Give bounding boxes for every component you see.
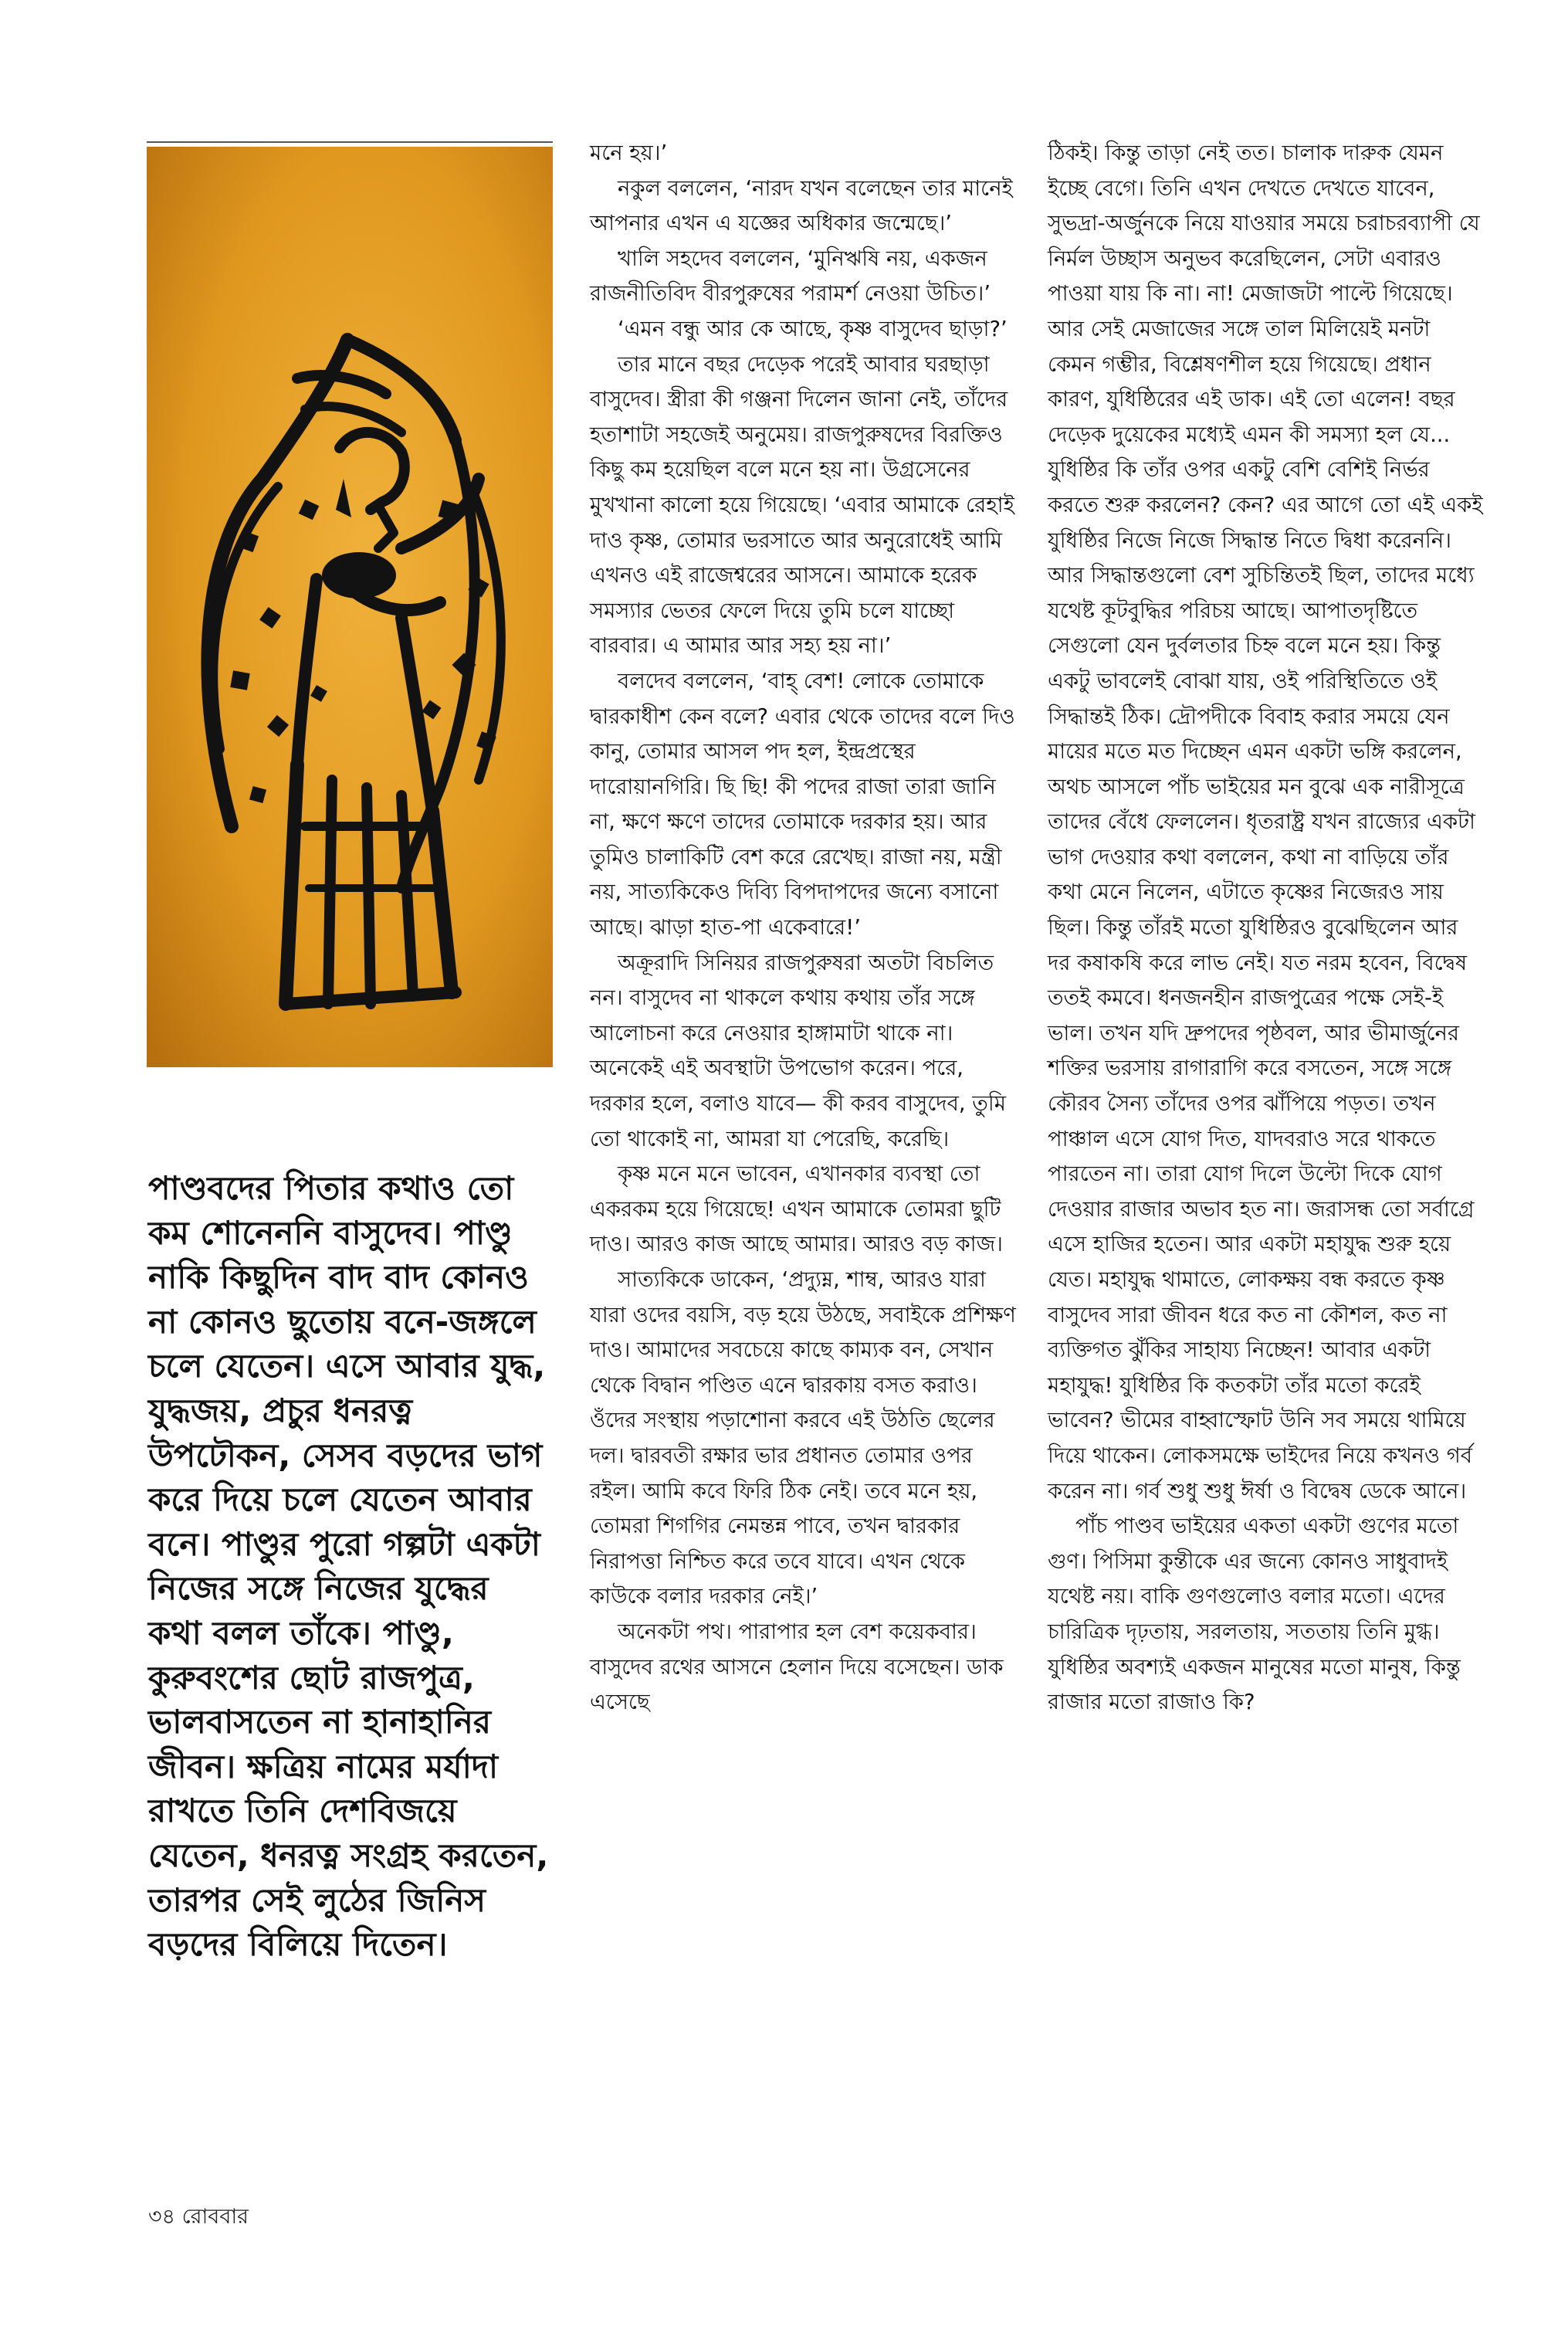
folk-art-figure-image [147, 147, 553, 1067]
pull-quote-line: কথা বলল তাঁকে। পাণ্ডু, [148, 1613, 454, 1652]
paragraph: ‘এমন বন্ধু আর কে আছে, কৃষ্ণ বাসুদেব ছাড়া?’ [618, 317, 1008, 341]
pull-quote-line: জীবন। ক্ষত্রিয় নামের মর্যাদা [148, 1747, 499, 1785]
pull-quote-line: পাণ্ডবদের পিতার কথাও তো [148, 1169, 514, 1207]
page-footer-folio: ৩৪ রোববার [148, 2205, 249, 2229]
illustration-woman-with-veil [147, 147, 553, 1067]
paragraph: নকুল বললেন, ‘নারদ যখন বলেছেন তার মানেই আপনার এখন এ যজ্ঞের অধিকার জন্মেছে।’ [590, 176, 1013, 236]
paragraph: মনে হয়।’ [590, 141, 668, 165]
pull-quote-line: করে দিয়ে চলে যেতেন আবার [148, 1480, 532, 1519]
article-column-1 [590, 136, 1022, 1721]
pull-quote-line: বনে। পাণ্ডুর পুরো গল্পটা একটা [148, 1524, 540, 1563]
pull-quote-line: যেতেন, ধনরত্ন সংগ্রহ করতেন, [148, 1836, 549, 1874]
paragraph: অনেকটা পথ। পারাপার হল বেশ কয়েকবার। বাসুদেব রথের আসনে হেলান দিয়ে বসেছেন। ডাক এসেছে [590, 1619, 1004, 1715]
pull-quote [148, 1166, 565, 1967]
paragraph: তার মানে বছর দেড়েক পরেই আবার ঘরছাড়া বাসুদেব। স্ত্রীরা কী গঞ্জনা দিলেন জানা নেই, তাঁদের হতাশাটা সহজেই অনুমেয়। রাজপুরুষদের বিরক্তিও কিছু কম হয়েছিল বলে মনে হয় না। উগ্রসেনের মুখখানা কালো হয়ে গিয়েছে। ‘এবার আমাকে রেহাই দাও কৃষ্ণ, তোমার ভরসাতে আর অনুরোধেই আমি এখনও এই রাজেশ্বরের আসনে। আমাকে হরেক সমস্যার ভেতর ফেলে দিয়ে তুমি চলে যাচ্ছো বারবার। এ আমার আর সহ্য হয় না।’ [590, 352, 1014, 659]
paragraph: সাত্যকিকে ডাকেন, ‘প্রদ্যুম্ন, শাম্ব, আরও যারা যারা ওদের বয়সি, বড় হয়ে উঠছে, সবাইকে প্রশিক্ষণ দাও। আমাদের সবচেয়ে কাছে কাম্যক বন, সেখান থেকে বিদ্বান পণ্ডিত এনে দ্বারকায় বসত করাও। ওঁদের সংস্থায় পড়াশোনা করবে এই উঠতি ছেলের দল। দ্বারবতী রক্ষার ভার প্রধানত তোমার ওপর রইল। আমি কবে ফিরি ঠিক নেই। তবে মনে হয়, তোমরা শিগগির নেমন্তন্ন পাবে, তখন দ্বারকার নিরাপত্তা নিশ্চিত করে তবে যাবে। এখন থেকে কাউকে বলার দরকার নেই।’ [590, 1268, 1016, 1609]
pull-quote-line: না কোনও ছুতোয় বনে-জঙ্গলে [148, 1302, 537, 1341]
article-column-2 [1048, 136, 1484, 1721]
paragraph: বলদেব বললেন, ‘বাহ্ বেশ! লোকে তোমাকে দ্বারকাধীশ কেন বলে? এবার থেকে তাদের বলে দিও কানু, তোমার আসল পদ হল, ইন্দ্রপ্রস্থের দারোয়ানগিরি। ছি ছি! কী পদের রাজা তারা জানি না, ক্ষণে ক্ষণে তাদের তোমাকে দরকার হয়। আর তুমিও চালাকিটি বেশ করে রেখেছ। রাজা নয়, মন্ত্রী নয়, সাত্যকিকেও দিব্যি বিপদাপদের জন্যে বসানো আছে। ঝাড়া হাত-পা একেবারে!’ [590, 669, 1015, 941]
pull-quote-line: রাখতে তিনি দেশবিজয়ে [148, 1792, 457, 1830]
pull-quote-line: নিজের সঙ্গে নিজের যুদ্ধের [148, 1569, 489, 1608]
paragraph: খালি সহদেব বললেন, ‘মুনিঋষি নয়, একজন রাজনীতিবিদ বীরপুরুষের পরামর্শ নেওয়া উচিত।’ [590, 246, 991, 307]
paragraph: কৃষ্ণ মনে মনে ভাবেন, এখানকার ব্যবস্থা তো একরকম হয়ে গিয়েছে! এখন আমাকে তোমরা ছুটি দাও। আরও কাজ আছে আমার। আরও বড় কাজ। [590, 1162, 1003, 1257]
top-rule [147, 141, 553, 143]
paragraph: অক্রূরাদি সিনিয়র রাজপুরুষরা অতটা বিচলিত নন। বাসুদেব না থাকলে কথায় কথায় তাঁর সঙ্গে আলোচনা করে নেওয়ার হাঙ্গামাটা থাকে না। অনেকেই এই অবস্থাটা উপভোগ করেন। পরে, দরকার হলে, বলাও যাবে— কী করব বাসুদেব, তুমি তো থাকোই না, আমরা যা পেরেছি, করেছি। [590, 951, 1006, 1151]
pull-quote-line: ভালবাসতেন না হানাহানির [148, 1703, 491, 1741]
paragraph: ঠিকই। কিন্তু তাড়া নেই তত। চালাক দারুক যেমন ইচ্ছে বেগে। তিনি এখন দেখতে দেখতে যাবেন, সুভদ্রা-অর্জুনকে নিয়ে যাওয়ার সময়ে চরাচরব্যাপী যে নির্মল উচ্ছাস অনুভব করেছিলেন, সেটা এবারও পাওয়া যায় কি না। না! মেজাজটা পাল্টে গিয়েছে। আর সেই মেজাজের সঙ্গে তাল মিলিয়েই মনটা কেমন গম্ভীর, বিশ্লেষণশীল হয়ে গিয়েছে। প্রধান কারণ, যুধিষ্ঠিরের এই ডাক। এই তো এলেন! বছর দেড়েক দুয়েকের মধ্যেই এমন কী সমস্যা হল যে... যুধিষ্ঠির কি তাঁর ওপর একটু বেশি বেশিই নির্ভর করতে শুরু করলেন? কেন? এর আগে তো এই একই যুধিষ্ঠির নিজে নিজে সিদ্ধান্ত নিতে দ্বিধা করেননি। আর সিদ্ধান্তগুলো বেশ সুচিন্তিতই ছিল, তাদের মধ্যে যথেষ্ট কূটবুদ্ধির পরিচয় আছে। আপাতদৃষ্টিতে সেগুলো যেন দুর্বলতার চিহ্ন বলে মনে হয়। কিন্তু একটু ভাবলেই বোঝা যায়, ওই পরিস্থিতিতে ওই সিদ্ধান্তই ঠিক। দ্রৌপদীকে বিবাহ করার সময়ে যেন মায়ের মতে মত দিচ্ছেন এমন একটা ভঙ্গি করলেন, অথচ আসলে পাঁচ ভাইয়ের মন বুঝে এক নারীসূত্রে তাদের বেঁধে ফেললেন। ধৃতরাষ্ট্র যখন রাজ্যের একটা ভাগ দেওয়ার কথা বললেন, কথা না বাড়িয়ে তাঁর কথা মেনে নিলেন, এটাতে কৃষ্ণের নিজেরও সায় ছিল। কিন্তু তাঁরই মতো যুধিষ্ঠিরও বুঝেছিলেন আর দর কষাকষি করে লাভ নেই। যত নরম হবেন, বিদ্বেষ ততই কমবে। ধনজনহীন রাজপুত্রের পক্ষে সেই-ই ভাল। তখন যদি দ্রুপদের পৃষ্ঠবল, আর ভীমার্জুনের শক্তির ভরসায় রাগারাগি করে বসতেন, সঙ্গে সঙ্গে কৌরব সৈন্য তাঁদের ওপর ঝাঁপিয়ে পড়ত। তখন পাঞ্চাল এসে যোগ দিত, যাদবরাও সরে থাকতে পারতেন না। তারা যোগ দিলে উল্টো দিকে যোগ দেওয়ার রাজার অভাব হত না। জরাসন্ধ তো সর্বাগ্রে এসে হাজির হতেন। আর একটা মহাযুদ্ধ শুরু হয়ে যেত। মহাযুদ্ধ থামাতে, লোকক্ষয় বন্ধ করতে কৃষ্ণ বাসুদেব সারা জীবন ধরে কত না কৌশল, কত না ব্যক্তিগত ঝুঁকির সাহায্য নিচ্ছেন! আবার একটা মহাযুদ্ধ! যুধিষ্ঠির কি কতকটা তাঁর মতো করেই ভাবেন? ভীমের বাহ্বাস্ফোট উনি সব সময়ে থামিয়ে দিয়ে থাকেন। লোকসমক্ষে ভাইদের নিয়ে কখনও গর্ব করেন না। গর্ব শুধু শুধু ঈর্ষা ও বিদ্বেষ ডেকে আনে। [1048, 141, 1483, 1504]
pull-quote-line: কুরুবংশের ছোট রাজপুত্র, [148, 1658, 475, 1697]
pull-quote-line: নাকি কিছুদিন বাদ বাদ কোনও [148, 1258, 529, 1297]
pull-quote-line: চলে যেতেন। এসে আবার যুদ্ধ, [148, 1347, 546, 1385]
pull-quote-line: তারপর সেই লুঠের জিনিস [148, 1880, 486, 1919]
pull-quote-line: উপঢৌকন, সেসব বড়দের ভাগ [148, 1436, 543, 1474]
paragraph: পাঁচ পাণ্ডব ভাইয়ের একতা একটা গুণের মতো গুণ। পিসিমা কুন্তীকে এর জন্যে কোনও সাধুবাদই যথেষ্ট নয়। বাকি গুণগুলোও বলার মতো। এদের চারিত্রিক দৃঢ়তায়, সরলতায়, সততায় তিনি মুগ্ধ। যুধিষ্ঠির অবশ্যই একজন মানুষের মতো মানুষ, কিন্তু রাজার মতো রাজাও কি? [1048, 1514, 1461, 1715]
pull-quote-line: কম শোনেননি বাসুদেব। পাণ্ডু [148, 1213, 513, 1252]
pull-quote-line: বড়দের বিলিয়ে দিতেন। [148, 1925, 448, 1964]
pull-quote-line: যুদ্ধজয়, প্রচুর ধনরত্ন [148, 1391, 413, 1429]
